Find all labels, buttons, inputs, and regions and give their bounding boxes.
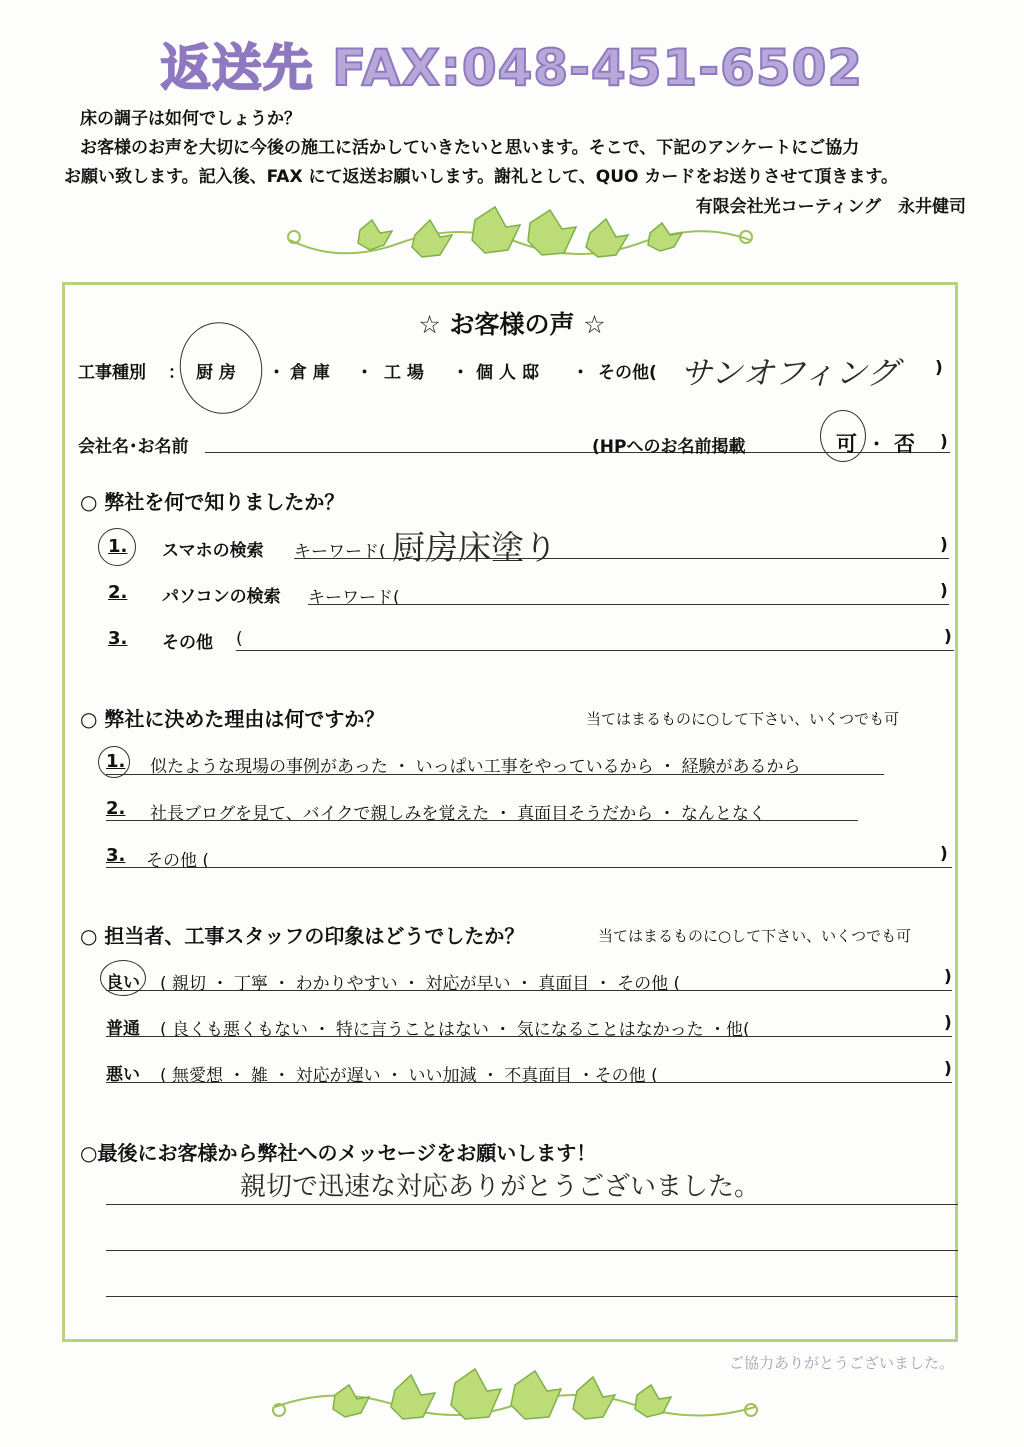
q3-normal-label[interactable]: 普通 (106, 1019, 140, 1039)
q4-message-line-3[interactable] (106, 1296, 958, 1297)
q1-other[interactable]: その他 (162, 633, 213, 653)
intro-line-1: 床の調子は如何でしょうか？ (80, 109, 301, 129)
q3-note: 当てはまるものに○して下さい、いくつでも可 (598, 927, 912, 945)
hp-yes[interactable]: 可 (836, 432, 857, 456)
q1-keyword-handwritten: 厨房床塗り (392, 528, 557, 567)
ivy-decoration-bottom-icon (265, 1365, 765, 1440)
q2-reason-2[interactable]: 社長ブログを見て、バイクで親しみを覚えた ・ 真面目そうだから ・ なんとなく (150, 804, 766, 824)
hp-publish-label: (HPへのお名前掲載 (592, 437, 746, 457)
work-type-other[interactable]: その他( (598, 363, 657, 383)
work-type-warehouse[interactable]: 倉 庫 (290, 363, 330, 383)
q2-note: 当てはまるものに○して下さい、いくつでも可 (586, 710, 900, 728)
fax-title: 返送先 FAX:048-451-6502 (160, 39, 864, 97)
q1-smartphone-search[interactable]: スマホの検索 (162, 541, 264, 561)
work-type-kitchen[interactable]: 厨 房 (196, 363, 236, 383)
q4-title: ○最後にお客様から弊社へのメッセージをお願いします！ (80, 1141, 597, 1165)
intro-line-2: お客様のお声を大切に今後の施工に活かしていきたいと思います。そこで、下記のアンケートにご協力 (80, 138, 860, 158)
intro-line-3: お願い致します。記入後、FAX にて返送お願いします。謝礼として、QUO カードをお送りさせて頂きます。 (64, 167, 899, 187)
q4-message-line-2[interactable] (106, 1250, 958, 1251)
q1-title: ○ 弊社を何で知りましたか？ (80, 490, 345, 514)
q1-pc-keyword-line[interactable] (308, 604, 949, 605)
company-name-label: 会社名･お名前 (78, 437, 189, 457)
work-type-factory[interactable]: 工 場 (384, 363, 424, 383)
q1-pc-search[interactable]: パソコンの検索 (162, 587, 281, 607)
ivy-decoration-top-icon (280, 205, 760, 280)
hp-no[interactable]: 否 (894, 432, 915, 456)
q2-other-line[interactable] (106, 867, 952, 868)
q3-good-label[interactable]: 良い (106, 973, 140, 993)
q4-message-line-1[interactable] (106, 1204, 958, 1205)
q4-message-handwritten: 親切で迅速な対応ありがとうございました。 (240, 1172, 761, 1202)
thanks-note: ご協力ありがとうございました。 (728, 1354, 954, 1372)
q3-normal-options[interactable]: ( 良くも悪くもない ・ 特に言うことはない ・ 気になることはなかった ・他( (160, 1020, 750, 1040)
q3-title: ○ 担当者、工事スタッフの印象はどうでしたか？ (80, 924, 525, 948)
section-title: ☆ お客様の声 ☆ (418, 310, 606, 339)
work-type-label: 工事種別 (78, 363, 146, 383)
q3-bad-options[interactable]: ( 無愛想 ・ 雑 ・ 対応が遅い ・ いい加減 ・ 不真面目 ・その他 ( (160, 1066, 658, 1086)
work-type-other-handwritten: サンオフィング (680, 354, 899, 392)
q2-reason-other[interactable]: その他 ( (146, 851, 210, 871)
work-type-residence[interactable]: 個 人 邸 (476, 363, 539, 383)
q2-reason-1[interactable]: 似たような現場の事例があった ・ いっぱい工事をやっているから ・ 経験があるから (150, 757, 801, 777)
q3-good-options[interactable]: ( 親切 ・ 丁寧 ・ わかりやすい ・ 対応が早い ・ 真面目 ・ その他 ( (160, 974, 681, 994)
q1-other-line[interactable] (236, 650, 954, 651)
company-name: 有限会社光コーティング 永井健司 (695, 197, 966, 217)
q2-title: ○ 弊社に決めた理由は何ですか？ (80, 707, 385, 731)
q3-bad-label[interactable]: 悪い (106, 1065, 140, 1085)
